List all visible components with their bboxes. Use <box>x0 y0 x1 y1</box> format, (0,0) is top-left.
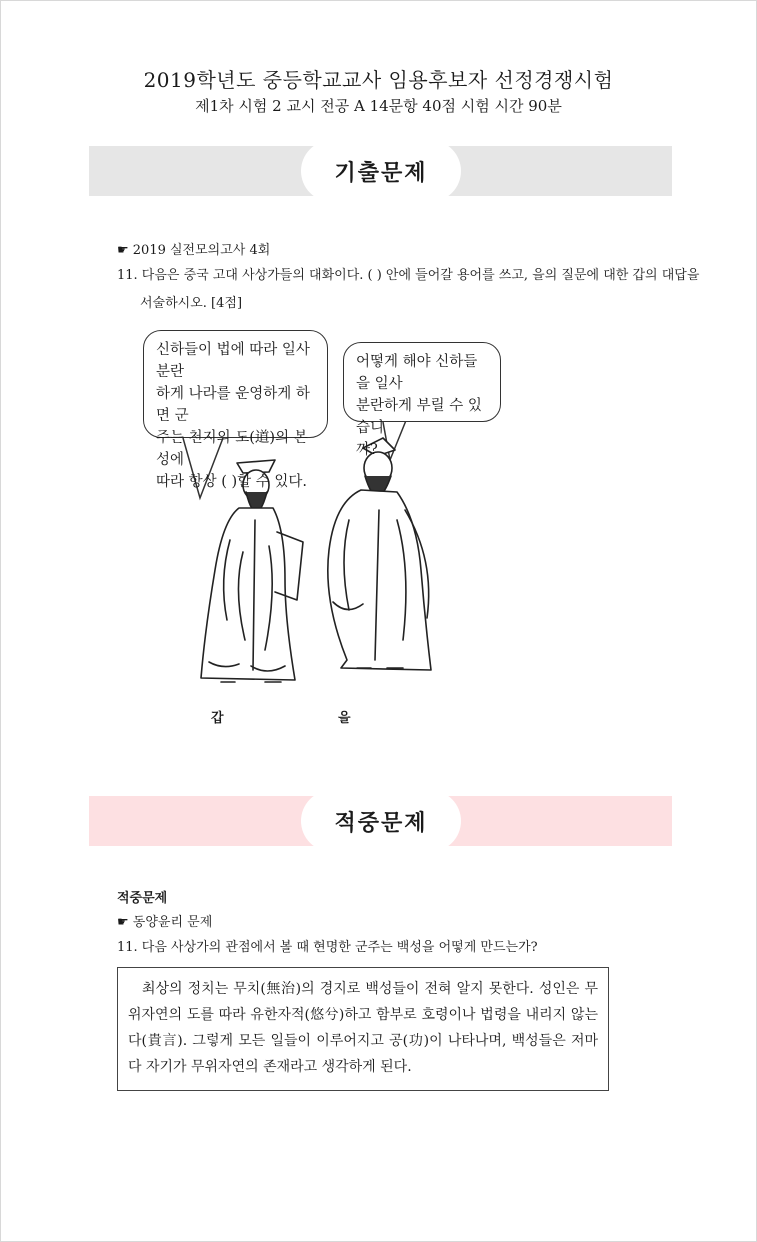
hit-source-line: ☛ 동양윤리 문제 <box>117 915 213 930</box>
past-exam-banner <box>89 146 672 196</box>
past-question-line2: 서술하시오. [4점] <box>140 296 243 311</box>
passage-box <box>117 967 609 1091</box>
past-exam-banner-label: 기출문제 <box>301 140 461 202</box>
label-gap: 갑 <box>211 711 224 726</box>
right-bubble-tail <box>383 418 407 460</box>
past-question-line1: 11. 다음은 중국 고대 사상가들의 대화이다. ( ) 안에 들어갈 용어를 쓰고, 을의 질문에 대한 갑의 대답을 <box>117 268 700 283</box>
label-eul: 을 <box>338 711 351 726</box>
exam-title: 2019학년도 중등학교교사 임용후보자 선정경쟁시험 <box>143 68 614 92</box>
passage-text: 최상의 정치는 무치(無治)의 경지로 백성들이 전혀 알지 못한다. 성인은 무위자연의 도를 따라 유한자적(悠兮)하고 함부로 호령이나 법령을 내리지 않는다(貴言). 그렇게 모든 일들이 이루어지고 공(功)이 나타나며, 백성들은 저마다 자기가 무위자연의 존재라고 생각하게 된다. <box>128 981 598 1075</box>
speech-bubble-right: 어떻게 해야 신하들을 일사 분란하게 부릴 수 있습니 까? <box>343 342 501 422</box>
hit-question-banner-label: 적중문제 <box>301 790 461 852</box>
exam-subtitle: 제1차 시험 2 교시 전공 A 14문항 40점 시험 시간 90분 <box>195 97 562 115</box>
hit-question: 11. 다음 사상가의 관점에서 볼 때 현명한 군주는 백성을 어떻게 만드는가? <box>117 940 538 955</box>
hit-question-banner <box>89 796 672 846</box>
hit-heading: 적중문제 <box>117 891 168 906</box>
past-source-line: ☛ 2019 실전모의고사 4회 <box>117 243 271 258</box>
left-sage-figure <box>201 460 303 682</box>
right-sage-figure <box>328 438 431 670</box>
speech-bubble-left: 신하들이 법에 따라 일사분란 하게 나라를 운영하게 하면 군 주는 천지의 도(道)의 본성에 따라 항상 ( )할 수 있다. <box>143 330 328 438</box>
